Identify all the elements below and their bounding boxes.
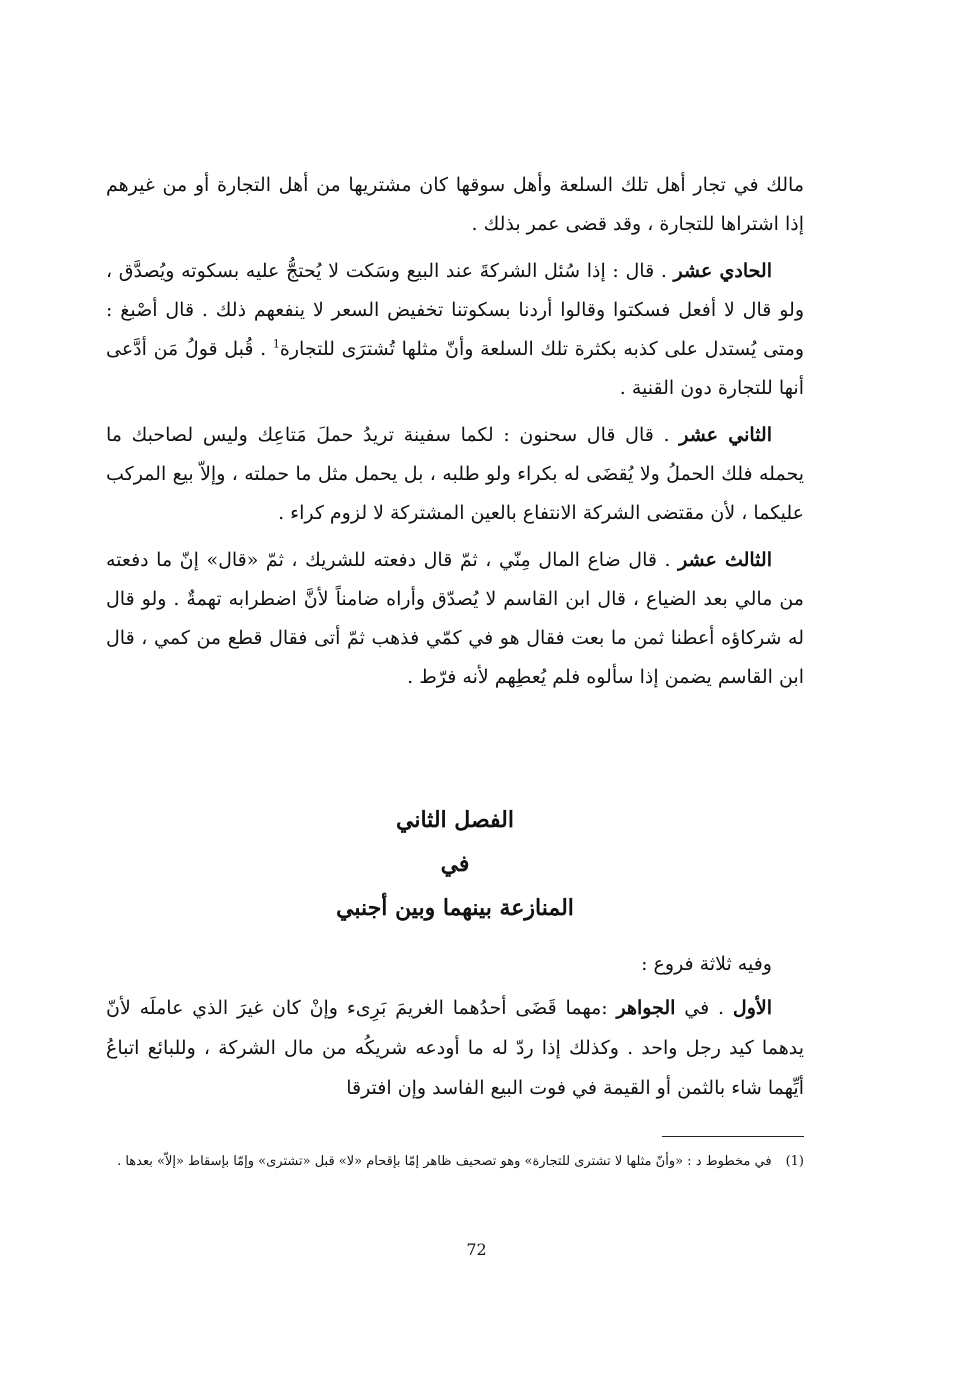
paragraph-lead: الحادي عشر [673, 260, 772, 282]
chapter-title: الفصل الثاني [396, 807, 514, 833]
paragraph-text: . في [675, 997, 733, 1019]
source-name: الجواهر [616, 997, 676, 1019]
footnote-separator [662, 1136, 804, 1137]
footnote-marker: 1 [272, 337, 280, 351]
paragraph-eleventh [106, 252, 804, 408]
chapter-fi: في [440, 851, 470, 877]
section-intro: وفيه ثلاثة فروع : [641, 953, 772, 975]
paragraph-text: . قال : إذا سُئل الشركةَ عند البيع وسَكت لا يُحتجُّ عليه بسكوته ويُصدَّق ، ولو قال لا أفعل فسكتوا وقالوا أردنا بسكوتنا تخفيض السعر لا ينفعهم ذلك . قال أصْبغ : ومتى يُستدل على كذبه بكثرة تلك السلعة وأنّ مثلها تُشترَى للتجارة [106, 260, 804, 360]
chapter-subtitle: المنازعة بينهما وبين أجنبي [336, 895, 574, 921]
paragraph-text: :مهما قَضَى أحدُهما الغريمَ بَرِىء وإنْ كان غيرَ الذي عاملَه لأنّ يدهما كيد رجل واحد . وكذلك إذا ردّ له ما أودعه شريكُه من مال الشركة ، وللبائع اتباعُ أيِّهما شاء بالثمن أو القيمة في فوت البيع الفاسد وإن افترقا [106, 997, 804, 1099]
paragraph-text: . قُبل قولُ مَن أدَّعى أنها للتجارة دون القنية . [106, 338, 804, 399]
footnote-text: في مخطوط د : «وأنّ مثلها لا تشترى للتجارة» وهو تصحيف ظاهر إمّا بإقحام «لا» قبل «تشترى» وإمّا بإسقاط «إلاّ» بعدها . [117, 1154, 772, 1169]
footnote [106, 1148, 804, 1176]
paragraph-continuation [106, 166, 804, 244]
paragraph-first-branch [106, 988, 804, 1108]
paragraph-twelfth [106, 416, 804, 533]
paragraph-lead: الثاني عشر [679, 424, 772, 446]
paragraph-text: . قال ضاع المال مِنّي ، ثمّ قال دفعته للشريك ، ثمّ «قال» إنّ ما دفعته من مالي بعد الضياع ، قال ابن القاسم لا يُصدّق وأراه ضامناً لأنَّ اضطرابه تهمةٌ . ولو قال له شركاؤه أعطنا ثمن ما بعت فقال هو في كمّي فذهب ثمّ أتى فقال قطع من كمي ، قال ابن القاسم يضمن إذا سألوه فلم يُعطِهم لأنه فرّط . [106, 549, 804, 688]
chapter-heading [106, 798, 804, 930]
chapter-body [106, 944, 804, 1116]
paragraph-lead: الثالث عشر [678, 549, 772, 571]
paragraph-text: . قال قال سحنون : لكما سفينة تريدُ حملَ مَتاعِك وليس لصاحبك ما يحمله فلك الحملُ ولا يُقضَى له بكراء ولو طلبه ، بل يحمل مثل ما حملته ، وإلاّ بيع المركب عليكما ، لأن مقتضى الشركة الانتفاع بالعين المشتركة لا لزوم كراء . [106, 424, 804, 524]
main-text [106, 166, 804, 705]
paragraph-thirteenth [106, 541, 804, 697]
footnote-number: (1) [785, 1154, 804, 1169]
paragraph-text: مالك في تجار أهل تلك السلعة وأهل سوقها كان مشتريها من أهل التجارة أو من غيرهم إذا اشتراها للتجارة ، وقد قضى عمر بذلك . [106, 174, 804, 235]
paragraph-lead: الأول [732, 997, 772, 1019]
page-number: 72 [466, 1240, 487, 1259]
